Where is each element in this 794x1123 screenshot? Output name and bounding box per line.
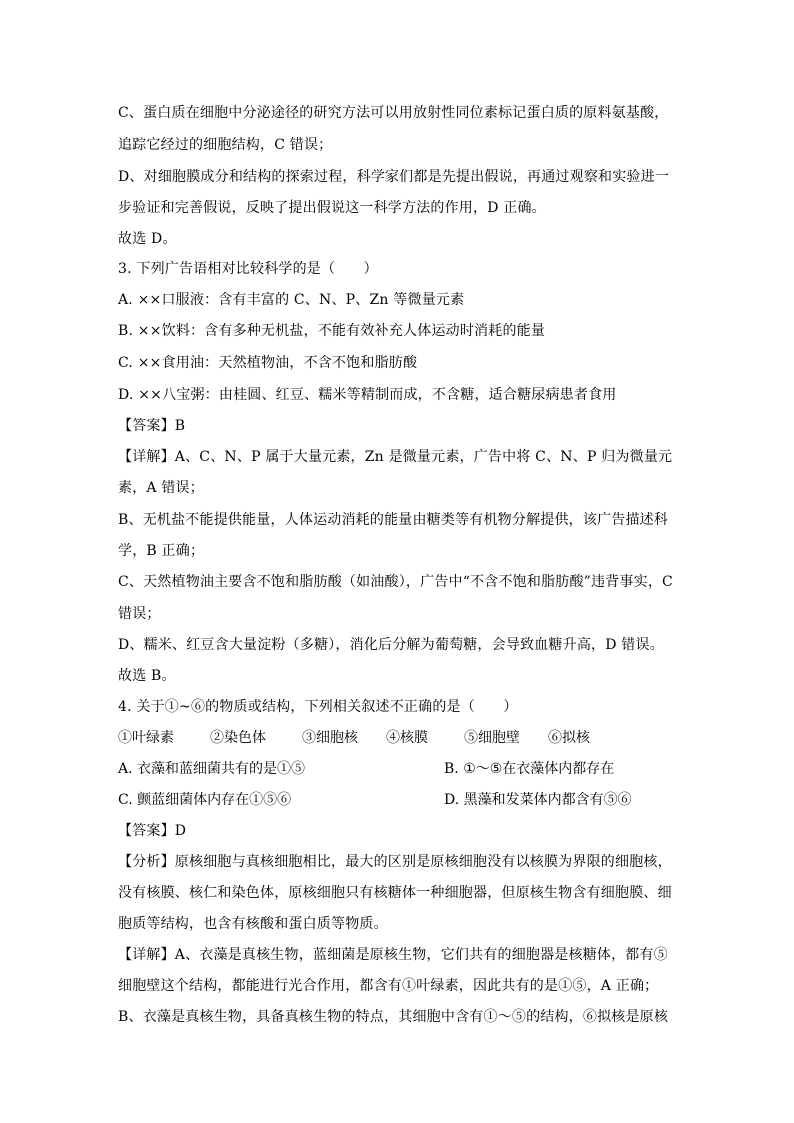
text-line: B、无机盐不能提供能量，人体运动消耗的能量由糖类等有机物分解提供，该广告描述科 <box>118 512 669 528</box>
text-line: 故选 D。 <box>118 231 177 247</box>
text-line: 学，B 正确； <box>118 543 205 559</box>
text-line: C、天然植物油主要含不饱和脂肪酸（如油酸），广告中“不含不饱和脂肪酸”违背事实，C <box>118 574 673 590</box>
text-line: 【详解】A、衣藻是真核生物，蓝细菌是原核生物，它们共有的细胞器是核糖体，都有⑤ <box>118 947 668 963</box>
q4-answer: 【答案】D <box>118 823 187 839</box>
structure-item: ③细胞核 <box>302 730 358 746</box>
text-line: 细胞壁这个结构，都能进行光合作用，都含有①叶绿素，因此共有的是①⑤，A 正确； <box>118 978 659 994</box>
question-3-stem: 3. 下列广告语相对比较科学的是（ ） <box>118 261 378 277</box>
structure-item: ①叶绿素 <box>118 730 174 746</box>
q4-option-d: D. 黑藻和发菜体内都含有⑤⑥ <box>444 792 632 808</box>
text-line: 错误； <box>118 606 161 622</box>
text-line: 【分析】原核细胞与真核细胞相比，最大的区别是原核细胞没有以核膜为界限的细胞核， <box>118 854 672 870</box>
text-line: 没有核膜、核仁和染色体，原核细胞只有核糖体一种细胞器，但原核生物含有细胞膜、细 <box>118 885 672 901</box>
q3-option-c: C. ××食用油：天然植物油，不含不饱和脂肪酸 <box>118 355 418 371</box>
text-line: 素，A 错误； <box>118 480 204 496</box>
question-4-stem: 4. 关于①~⑥的物质或结构，下列相关叙述不正确的是（ ） <box>118 699 518 715</box>
text-line: 胞质等结构，也含有核酸和蛋白质等物质。 <box>118 916 388 932</box>
q3-option-b: B. ××饮料：含有多种无机盐，不能有效补充人体运动时消耗的能量 <box>118 323 546 339</box>
text-line: 步验证和完善假说，反映了提出假说这一科学方法的作用，D 正确。 <box>118 200 546 216</box>
q3-option-d: D. ××八宝粥：由桂圆、红豆、糯米等精制而成，不含糖，适合糖尿病患者食用 <box>118 387 617 403</box>
q3-option-a: A. ××口服液：含有丰富的 C、N、P、Zn 等微量元素 <box>118 292 465 308</box>
text-line: C、蛋白质在细胞中分泌途径的研究方法可以用放射性同位素标记蛋白质的原料氨基酸， <box>118 105 669 121</box>
structure-item: ⑤细胞壁 <box>464 730 520 746</box>
q4-option-a: A. 衣藻和蓝细菌共有的是①⑤ <box>118 761 306 777</box>
text-line: 故选 B。 <box>118 668 176 684</box>
q3-answer: 【答案】B <box>118 418 186 434</box>
text-line: B、衣藻是真核生物，具备真核生物的特点，其细胞中含有①～⑤的结构，⑥拟核是原核 <box>118 1009 669 1025</box>
text-line: 追踪它经过的细胞结构，C 错误； <box>118 137 333 153</box>
structure-item: ⑥拟核 <box>548 730 590 746</box>
text-line: D、对细胞膜成分和结构的探索过程，科学家们都是先提出假说，再通过观察和实验进一 <box>118 169 670 185</box>
q4-option-c: C. 颤蓝细菌体内存在①⑤⑥ <box>118 792 292 808</box>
q4-option-b: B. ①～⑤在衣藻体内都存在 <box>444 761 615 777</box>
structure-item: ②染色体 <box>210 730 266 746</box>
text-line: D、糯米、红豆含大量淀粉（多糖），消化后分解为葡萄糖，会导致血糖升高，D 错误。 <box>118 637 664 653</box>
text-line: 【详解】A、C、N、P 属于大量元素，Zn 是微量元素，广告中将 C、N、P 归为微量元 <box>118 449 673 465</box>
structure-item: ④核膜 <box>386 730 428 746</box>
